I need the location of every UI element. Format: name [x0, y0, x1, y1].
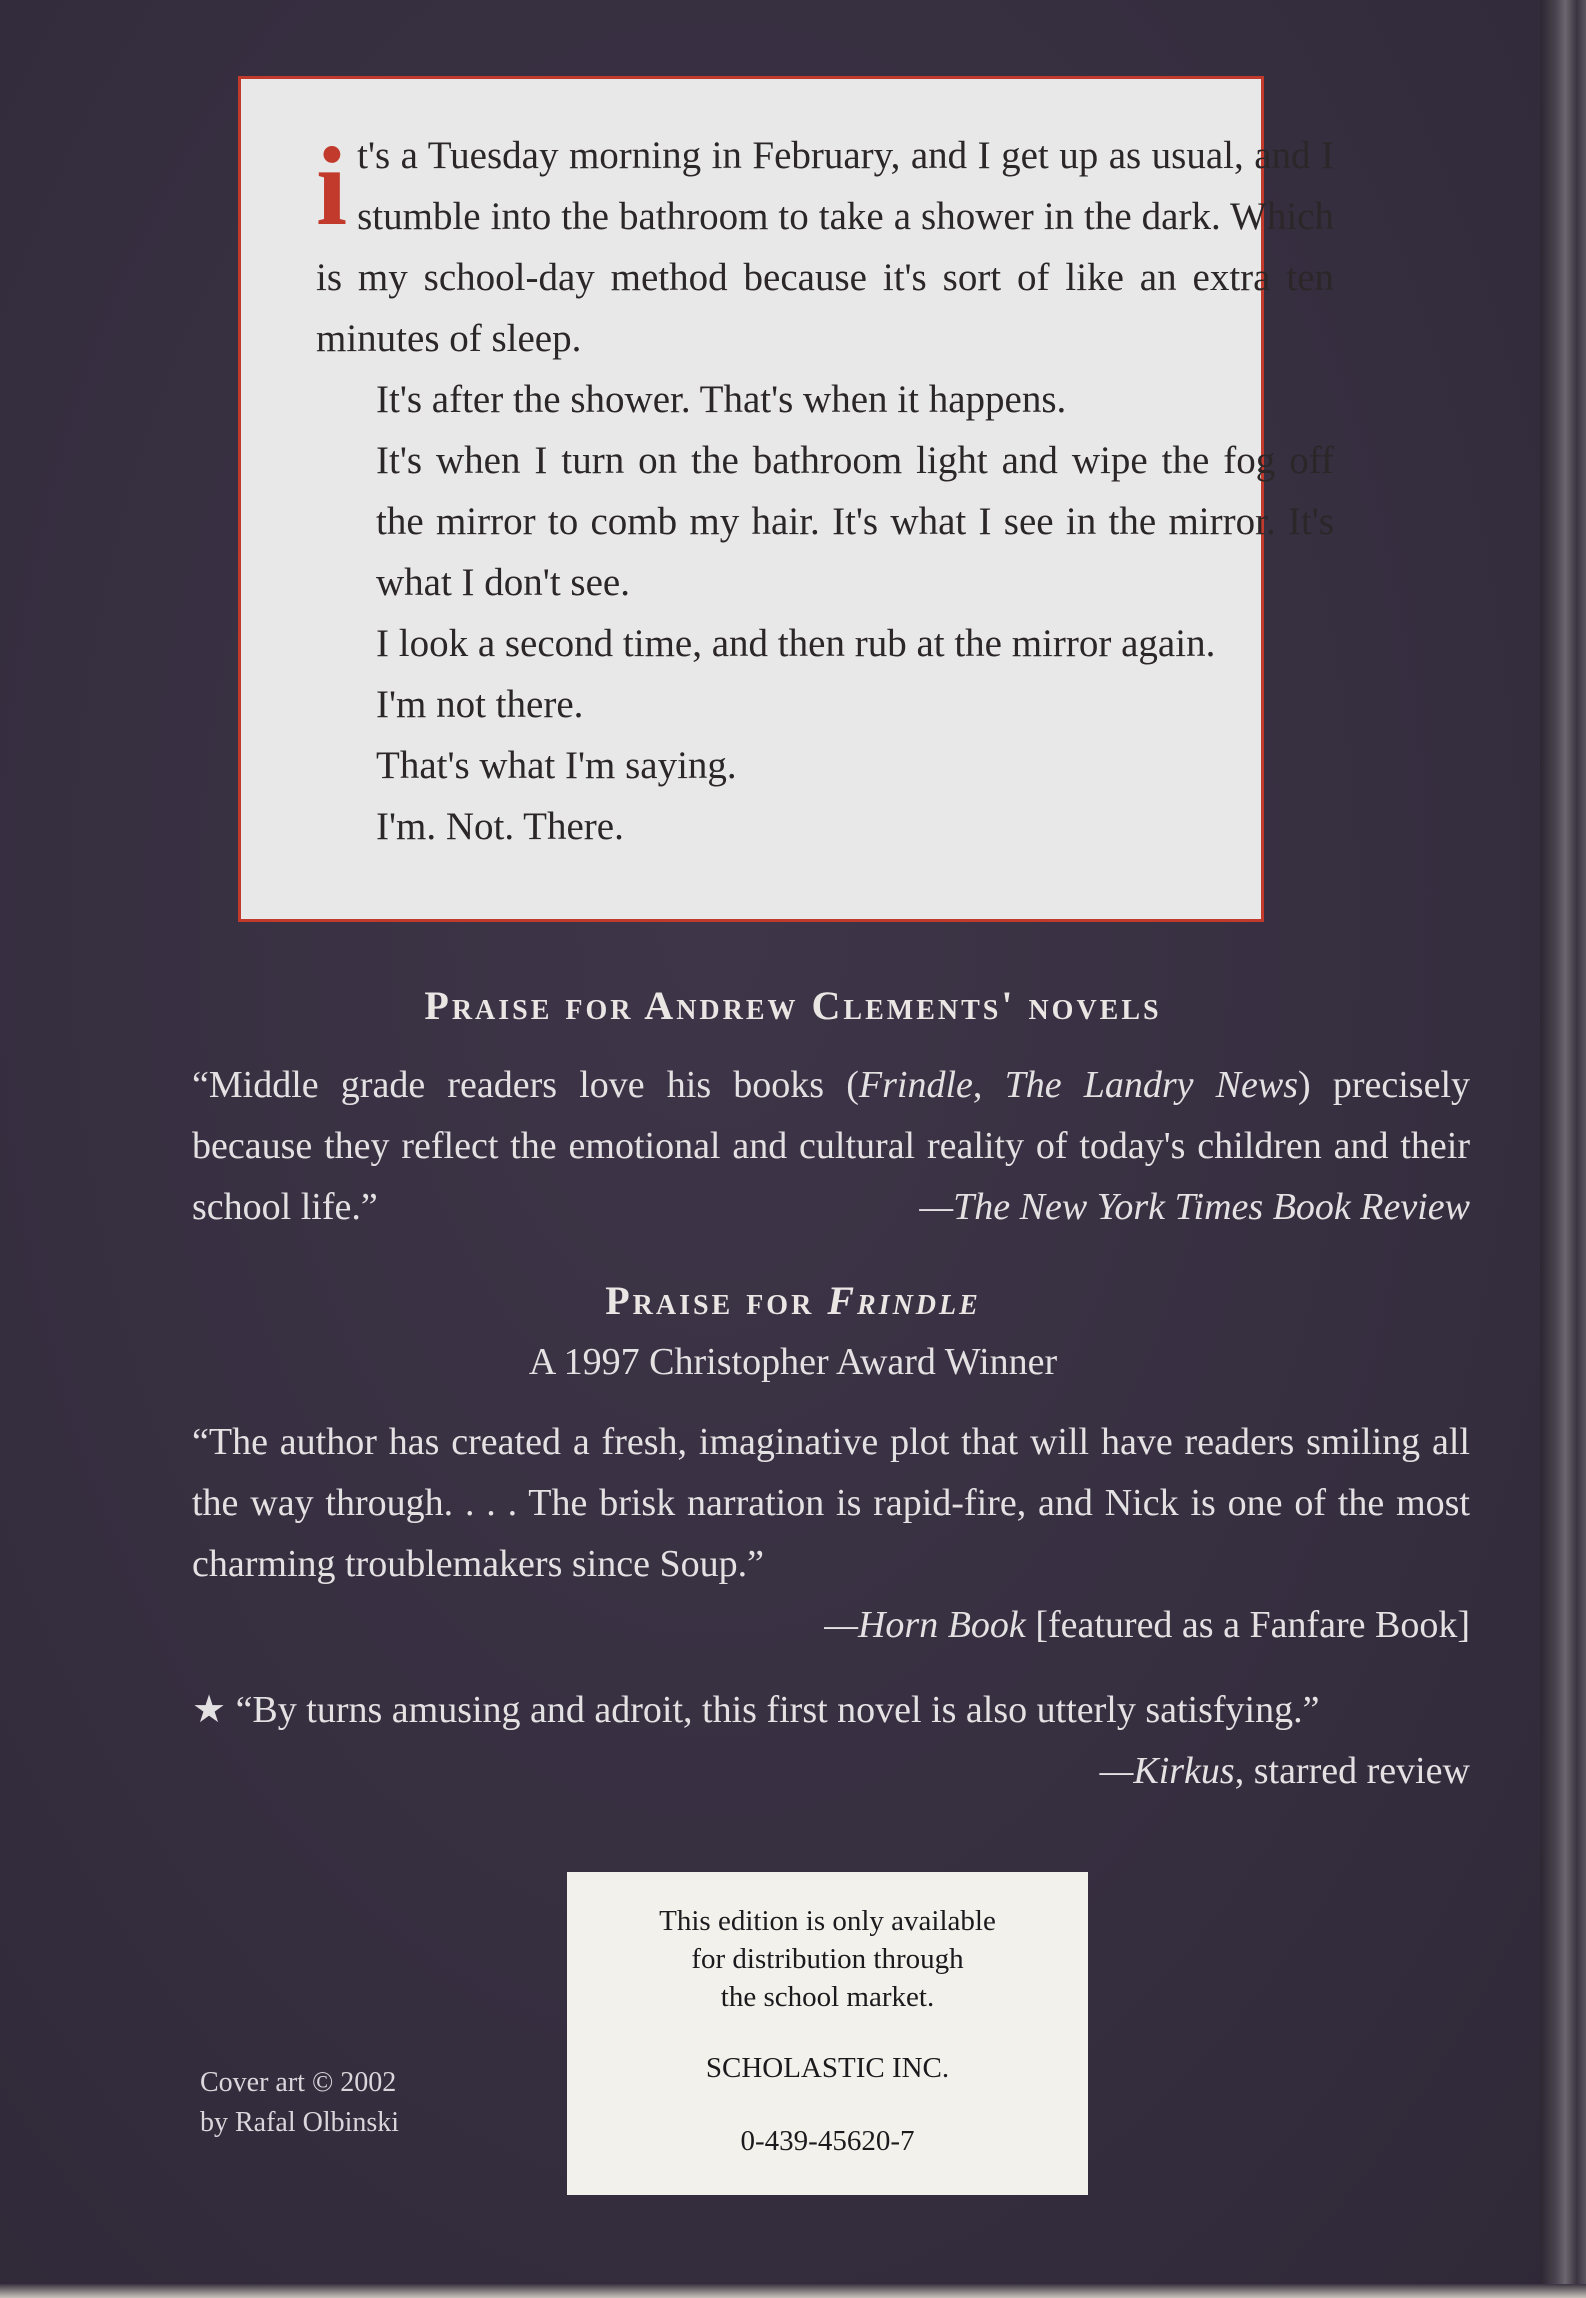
excerpt-first-text: t's a Tuesday morning in February, and I get up as usual, and I stumble into the bathroom to take a shower in the dark. Which is my school-day method because it's sort of like an extra ten minutes of sleep.: [316, 134, 1334, 360]
horn-book-note: [featured as a Fanfare Book]: [1025, 1604, 1470, 1646]
excerpt-text: [316, 125, 1336, 857]
excerpt-paragraph-6: That's what I'm saying.: [376, 744, 737, 787]
book-title-landry-news: The Landry News: [1004, 1064, 1299, 1106]
kirkus-quote: ★ “By turns amusing and adroit, this first novel is also utterly satisfying.”: [192, 1689, 1320, 1731]
excerpt-paragraph-2: It's after the shower. That's when it happens.: [376, 378, 1067, 421]
nyt-quote-comma: ,: [972, 1064, 1005, 1106]
nyt-attribution: —The New York Times Book Review: [919, 1186, 1470, 1228]
kirkus-attribution: [1100, 1741, 1470, 1802]
edition-line-2: for distribution through: [691, 1943, 964, 1975]
isbn-number: 0-439-45620-7: [740, 2125, 915, 2157]
excerpt-paragraph-5: I'm not there.: [376, 683, 584, 726]
credit-line-1: Cover art © 2002: [200, 2067, 397, 2098]
excerpt-paragraph-4: I look a second time, and then rub at the mirror again.: [376, 622, 1216, 665]
praise-frindle-heading: [0, 1277, 1586, 1324]
bottom-edge: [0, 2284, 1586, 2298]
book-title-frindle: Frindle: [858, 1064, 973, 1106]
edition-line-3: the school market.: [720, 1981, 935, 2013]
cover-art-credit: [200, 2063, 399, 2143]
excerpt-paragraph-7: I'm. Not. There.: [376, 805, 624, 848]
publisher-name: SCHOLASTIC INC.: [705, 2052, 950, 2084]
kirkus-note: , starred review: [1234, 1750, 1470, 1792]
horn-book-attribution: [824, 1595, 1470, 1656]
nyt-quote-end: ) precisely because they reflect the emotional and cultural reality of today's children and their school life.”: [192, 1064, 1471, 1228]
spine-edge: [1540, 0, 1586, 2298]
edition-box: [567, 1872, 1088, 2195]
edition-line-1: This edition is only available: [659, 1905, 996, 1937]
edition-notice: [567, 1902, 1088, 2016]
kirkus-source: —Kirkus: [1099, 1750, 1235, 1792]
drop-cap: i: [316, 125, 348, 249]
excerpt-box: [238, 76, 1334, 922]
award-line: A 1997 Christopher Award Winner: [528, 1341, 1058, 1383]
excerpt-paragraph-3: It's when I turn on the bathroom light and wipe the fog off the mirror to comb my hair. It's what I see in the mirror. It's what I don't see.: [376, 439, 1334, 604]
praise-clements-heading: Praise for Andrew Clements' novels: [424, 983, 1162, 1028]
credit-line-2: by Rafal Olbinski: [200, 2107, 400, 2138]
horn-book-quote: “The author has created a fresh, imaginative plot that will have readers smiling all the way through. . . . The brisk narration is rapid-fire, and Nick is one of the most charming troublemakers since Soup.”: [192, 1421, 1470, 1585]
horn-book-source: —Horn Book: [824, 1604, 1026, 1646]
praise-frindle-prefix: Praise for: [605, 1278, 828, 1323]
excerpt-paragraph-1: [316, 125, 1334, 369]
praise-frindle-title: Frindle: [827, 1278, 981, 1323]
nyt-quote-start: “Middle grade readers love his books (: [192, 1064, 859, 1106]
